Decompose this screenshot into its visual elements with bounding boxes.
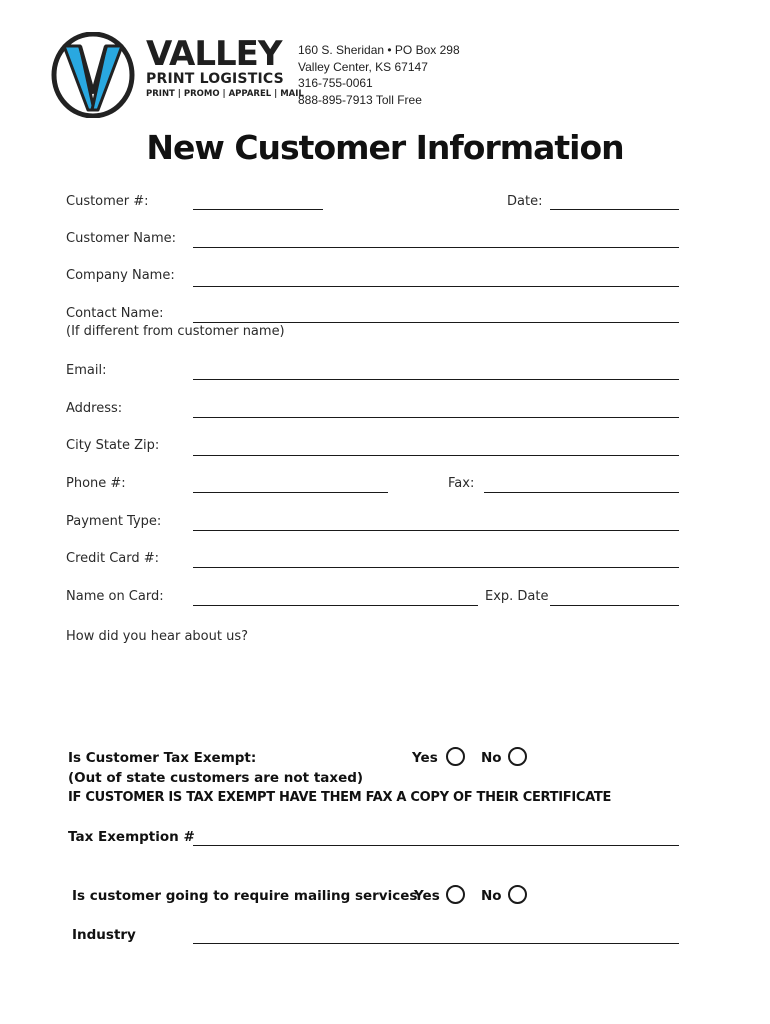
payment-type-label: Payment Type: <box>66 514 162 529</box>
customer-name-field[interactable] <box>193 247 679 248</box>
credit-card-field[interactable] <box>193 567 679 568</box>
contact-name-note: (If different from customer name) <box>66 324 285 339</box>
company-name-field[interactable] <box>193 286 679 287</box>
contact-name-label: Contact Name: <box>66 306 164 321</box>
tax-exempt-yes-label: Yes <box>412 750 438 766</box>
brand-subtitle: PRINT LOGISTICS <box>146 71 284 87</box>
phone-field[interactable] <box>193 492 388 493</box>
mailing-no-label: No <box>481 888 502 904</box>
name-on-card-field[interactable] <box>193 605 478 606</box>
phone-label: Phone #: <box>66 476 126 491</box>
email-field[interactable] <box>193 379 679 380</box>
mailing-no-radio[interactable] <box>508 885 527 904</box>
brand-tagline: PRINT | PROMO | APPAREL | MAIL <box>146 89 304 99</box>
exp-date-field[interactable] <box>550 605 679 606</box>
fax-label: Fax: <box>448 476 475 491</box>
credit-card-label: Credit Card #: <box>66 551 160 566</box>
page-title: New Customer Information <box>146 128 624 167</box>
address-line-1: 160 S. Sheridan • PO Box 298 <box>298 43 460 57</box>
email-label: Email: <box>66 363 107 378</box>
customer-number-field[interactable] <box>193 209 323 210</box>
toll-free-number: 888-895-7913 Toll Free <box>298 92 422 107</box>
mailing-yes-label: Yes <box>414 888 440 904</box>
tax-exempt-yes-radio[interactable] <box>446 747 465 766</box>
tax-certificate-note: IF CUSTOMER IS TAX EXEMPT HAVE THEM FAX A COPY OF THEIR CERTIFICATE <box>68 790 612 805</box>
company-address <box>298 42 460 108</box>
brand-block <box>146 36 304 100</box>
phone-number: 316-755-0061 <box>298 76 373 90</box>
hear-about-label: How did you hear about us? <box>66 629 248 644</box>
customer-number-label: Customer #: <box>66 194 149 209</box>
address-field[interactable] <box>193 417 679 418</box>
customer-name-label: Customer Name: <box>66 231 177 246</box>
company-name-label: Company Name: <box>66 268 175 283</box>
industry-label: Industry <box>72 927 136 943</box>
tax-exempt-no-label: No <box>481 750 502 766</box>
tax-note: (Out of state customers are not taxed) <box>68 770 364 786</box>
tax-exemption-label: Tax Exemption # <box>68 829 195 845</box>
industry-field[interactable] <box>193 943 679 944</box>
tax-exemption-field[interactable] <box>193 845 679 846</box>
tax-exempt-label: Is Customer Tax Exempt: <box>68 750 257 766</box>
exp-date-label: Exp. Date <box>485 589 549 604</box>
mailing-yes-radio[interactable] <box>446 885 465 904</box>
mailing-services-label: Is customer going to require mailing services <box>72 888 418 904</box>
brand-name: VALLEY <box>146 34 282 74</box>
city-state-zip-label: City State Zip: <box>66 438 160 453</box>
date-field[interactable] <box>550 209 679 210</box>
valley-v-logo-icon <box>50 32 136 118</box>
address-label: Address: <box>66 401 123 416</box>
payment-type-field[interactable] <box>193 530 679 531</box>
name-on-card-label: Name on Card: <box>66 589 164 604</box>
tax-exempt-no-radio[interactable] <box>508 747 527 766</box>
date-label: Date: <box>507 194 543 209</box>
city-state-zip-field[interactable] <box>193 455 679 456</box>
contact-name-field[interactable] <box>193 322 679 323</box>
hear-about-area[interactable] <box>66 650 679 740</box>
address-line-2: Valley Center, KS 67147 <box>298 59 428 74</box>
fax-field[interactable] <box>484 492 679 493</box>
